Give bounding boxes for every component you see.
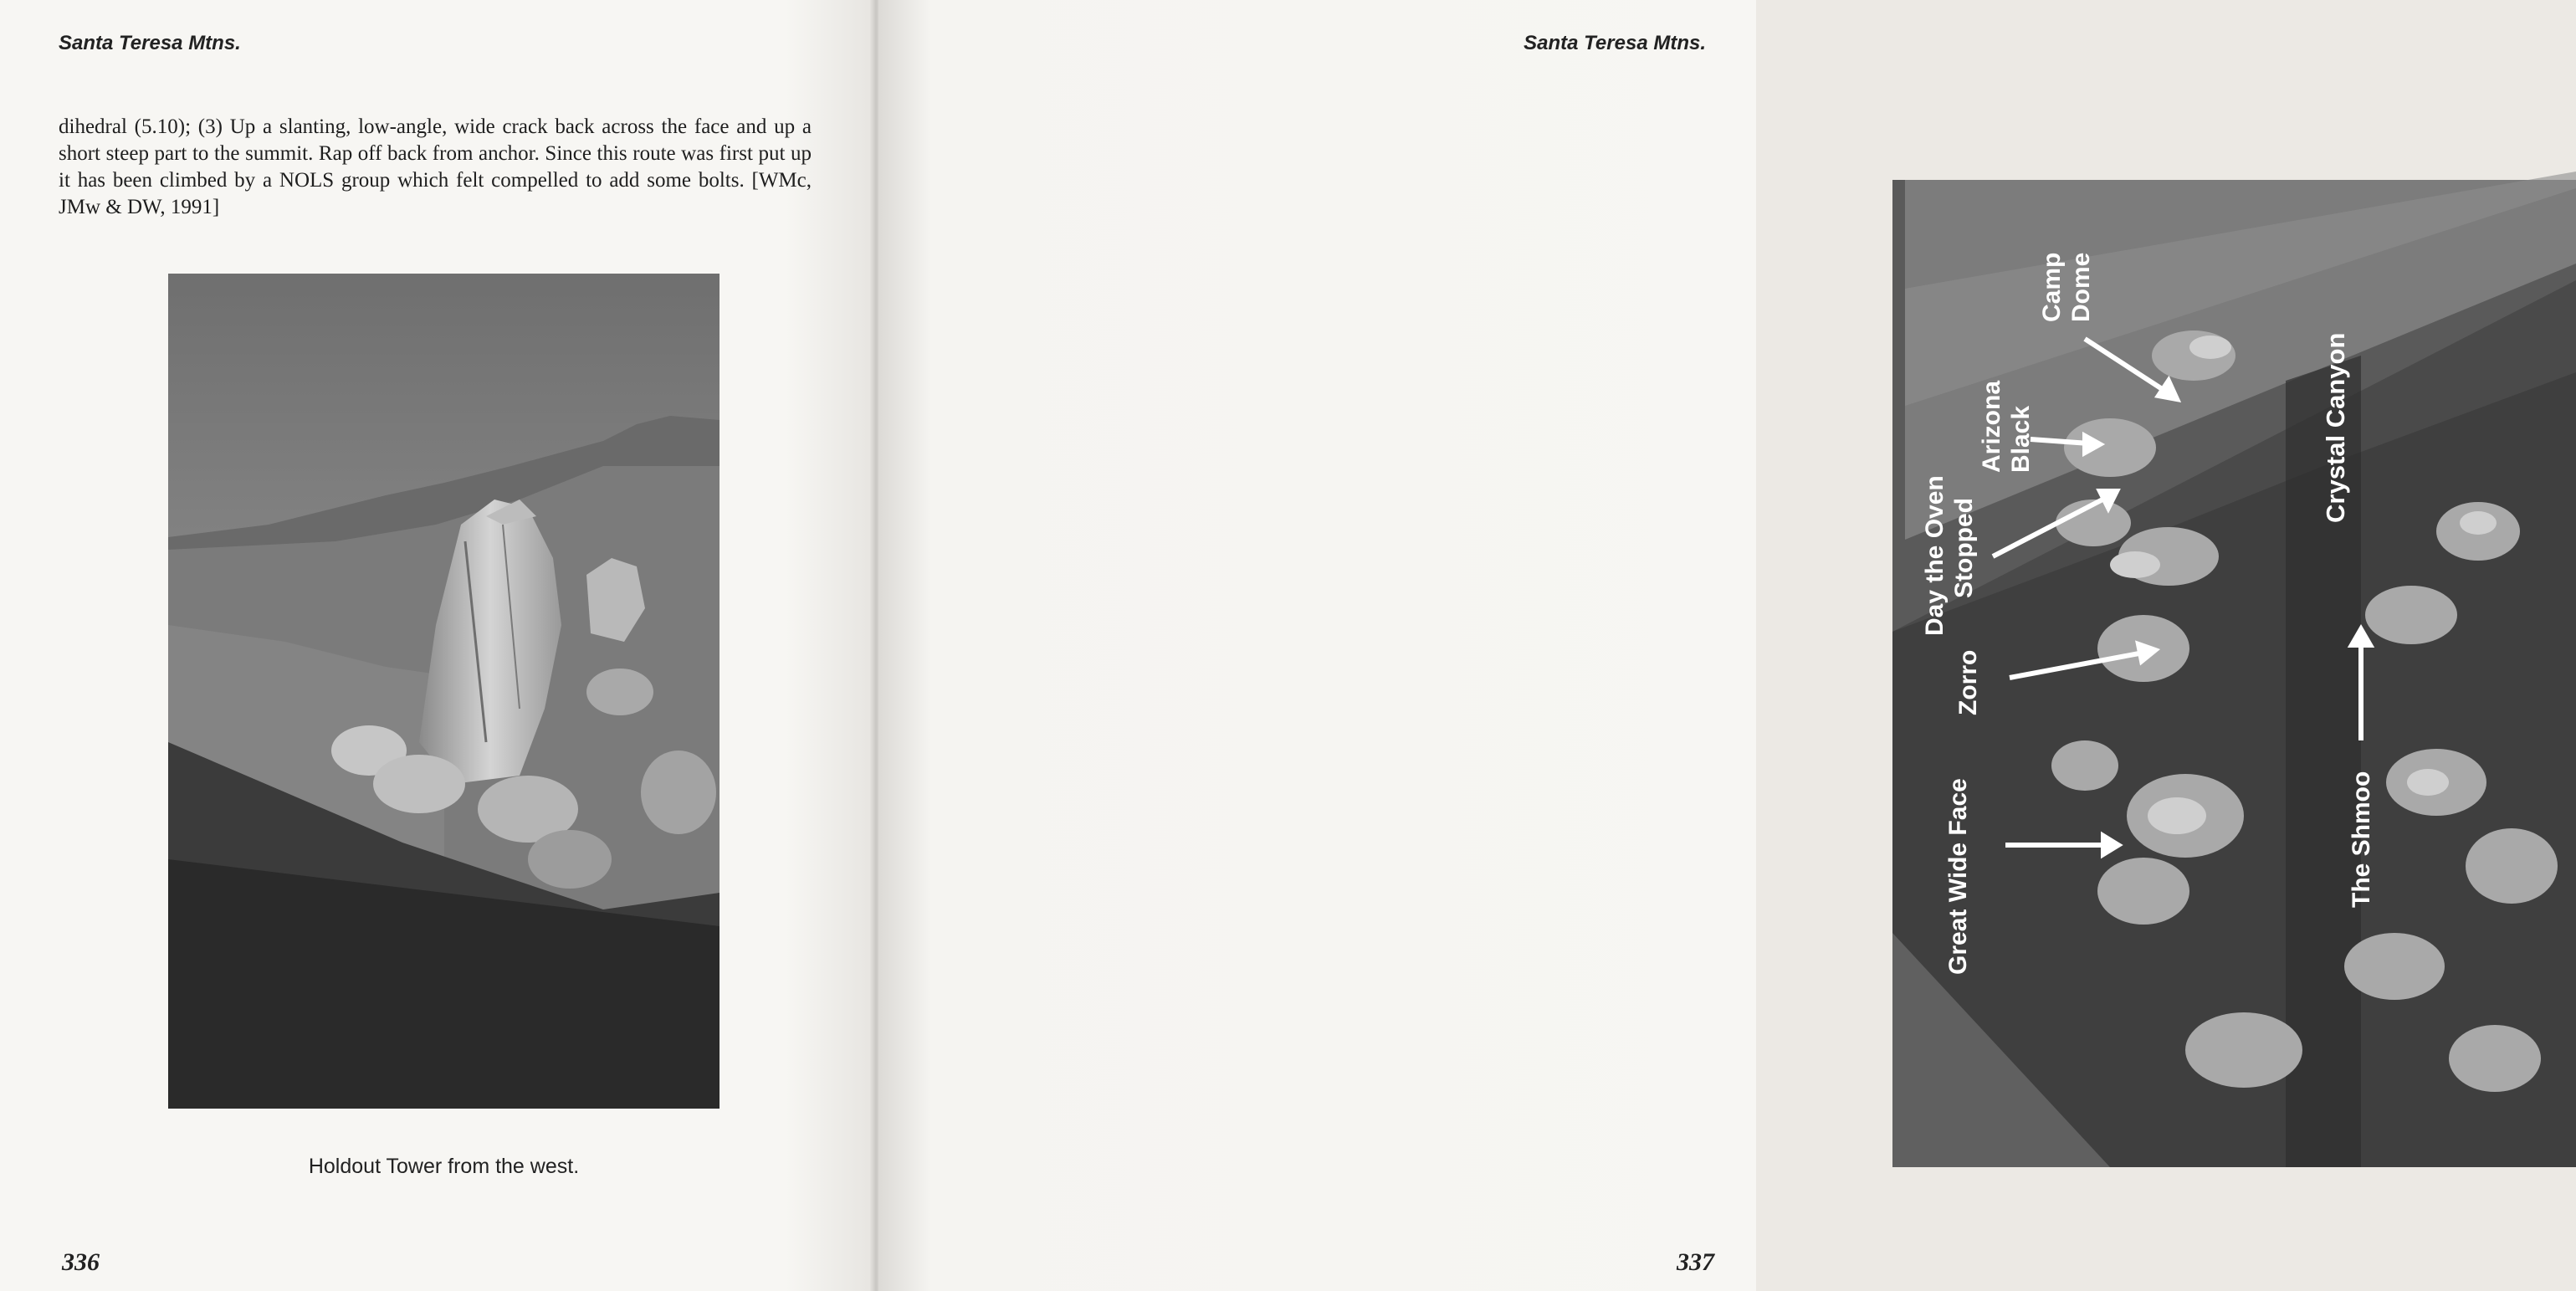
label-great-wide-face: Great Wide Face: [1944, 778, 1972, 975]
running-head: Santa Teresa Mtns.: [59, 32, 241, 54]
crystal-canyon-aerial-photo: [1892, 180, 2576, 1167]
holdout-tower-photo: [168, 274, 720, 1109]
aerial-image: [1892, 180, 2576, 1167]
holdout-tower-image: [168, 274, 720, 1109]
label-camp: Camp: [2038, 252, 2066, 322]
label-stopped: Stopped: [1950, 498, 1978, 598]
label-day-the-oven: Day the Oven: [1921, 475, 1949, 636]
label-zorro: Zorro: [1954, 649, 1982, 715]
right-page: [878, 0, 2375, 1291]
label-the-shmoo: The Shmoo: [2348, 771, 2375, 908]
body-text: dihedral (5.10); (3) Up a slanting, low-angle, wide crack back across the face and up a short steep part to the summit. Rap off back from anchor. Since this route was first put up it has been climbed by a NOLS group which felt compelled to add some bolts. [WMc, JMw & DW, 1991]: [59, 115, 812, 218]
label-dome: Dome: [2067, 252, 2095, 322]
page-number: 337: [1677, 1248, 1714, 1276]
photo-caption: Holdout Tower from the west.: [308, 1155, 580, 1178]
label-arizona: Arizona: [1978, 380, 2005, 473]
running-head: Santa Teresa Mtns.: [1524, 32, 1706, 54]
left-page: [0, 0, 873, 1291]
label-crystal-canyon: Crystal Canyon: [2321, 332, 2350, 523]
page-number: 336: [62, 1248, 100, 1276]
label-black: Black: [2007, 405, 2035, 473]
